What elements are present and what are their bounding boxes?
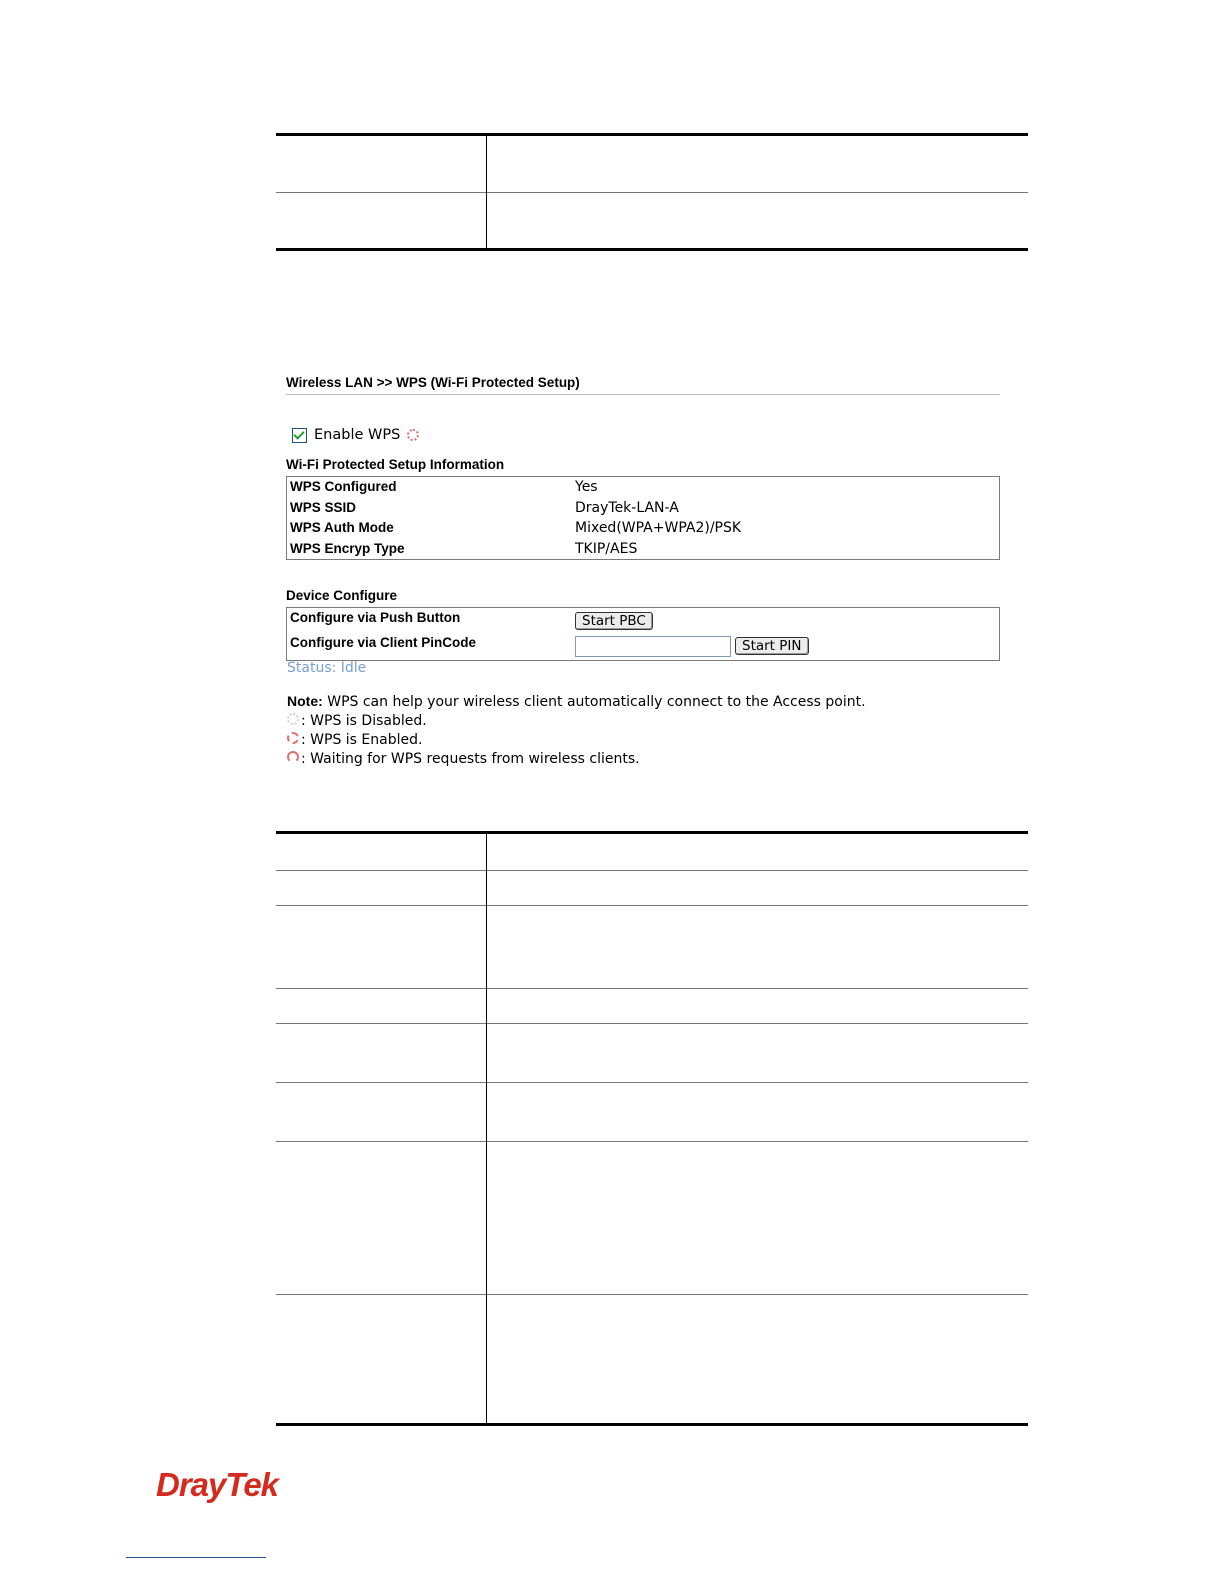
start-pin-button[interactable]: Start PIN bbox=[735, 637, 809, 655]
pincode-input[interactable] bbox=[575, 636, 731, 657]
table-row bbox=[276, 833, 1028, 871]
draytek-logo: DrayTek bbox=[156, 1466, 279, 1503]
info-row bbox=[287, 498, 999, 519]
wps-settings-panel bbox=[286, 372, 1000, 767]
enable-wps-checkbox[interactable] bbox=[292, 428, 307, 443]
table-row bbox=[276, 1024, 1028, 1083]
legend-waiting: : Waiting for WPS requests from wireless clients. bbox=[287, 750, 866, 769]
note-text: WPS can help your wireless client automatically connect to the Access point. bbox=[322, 694, 866, 710]
note-line bbox=[287, 692, 866, 712]
info-label: WPS SSID bbox=[290, 499, 357, 515]
info-value: TKIP/AES bbox=[575, 540, 638, 557]
start-pbc-button[interactable]: Start PBC bbox=[575, 612, 653, 630]
wps-status-icon bbox=[407, 429, 419, 441]
wps-waiting-icon bbox=[287, 751, 299, 763]
pincode-label: Configure via Client PinCode bbox=[290, 635, 477, 650]
info-row bbox=[287, 539, 999, 560]
info-label: WPS Configured bbox=[290, 479, 397, 494]
wps-enabled-icon bbox=[287, 732, 299, 744]
table-row bbox=[276, 989, 1028, 1024]
info-value: Mixed(WPA+WPA2)/PSK bbox=[575, 520, 742, 536]
table-row bbox=[276, 906, 1028, 989]
notes bbox=[287, 692, 866, 769]
table-row bbox=[276, 1295, 1028, 1425]
table-row bbox=[276, 1142, 1028, 1295]
push-button-label: Configure via Push Button bbox=[290, 610, 461, 625]
info-row bbox=[287, 477, 999, 498]
table-row bbox=[276, 135, 1028, 193]
wps-info-box bbox=[286, 476, 1000, 560]
device-configure-box bbox=[286, 607, 1000, 661]
pincode-row bbox=[287, 633, 999, 658]
push-button-row bbox=[287, 608, 999, 633]
enable-wps-row bbox=[292, 425, 419, 445]
top-description-table bbox=[276, 133, 1028, 251]
bottom-description-table bbox=[276, 831, 1028, 1426]
page-title: Wireless LAN >> WPS (Wi-Fi Protected Setup) bbox=[286, 372, 1000, 395]
info-value: Yes bbox=[575, 479, 598, 495]
wps-disabled-icon bbox=[287, 713, 299, 725]
table-row bbox=[276, 871, 1028, 906]
info-label: WPS Auth Mode bbox=[290, 520, 394, 535]
legend-enabled: : WPS is Enabled. bbox=[287, 731, 866, 750]
table-row bbox=[276, 1083, 1028, 1142]
note-prefix: Note: bbox=[287, 693, 323, 709]
device-section-title: Device Configure bbox=[286, 588, 398, 603]
enable-wps-label: Enable WPS bbox=[314, 427, 401, 443]
info-label: WPS Encryp Type bbox=[290, 540, 405, 556]
wps-status-text: Status: Idle bbox=[287, 660, 367, 676]
legend-disabled: : WPS is Disabled. bbox=[287, 712, 866, 731]
info-section-title: Wi-Fi Protected Setup Information bbox=[286, 457, 505, 472]
footer-divider bbox=[126, 1557, 266, 1558]
table-row bbox=[276, 193, 1028, 250]
info-row bbox=[287, 518, 999, 539]
info-value: DrayTek-LAN-A bbox=[575, 499, 679, 516]
